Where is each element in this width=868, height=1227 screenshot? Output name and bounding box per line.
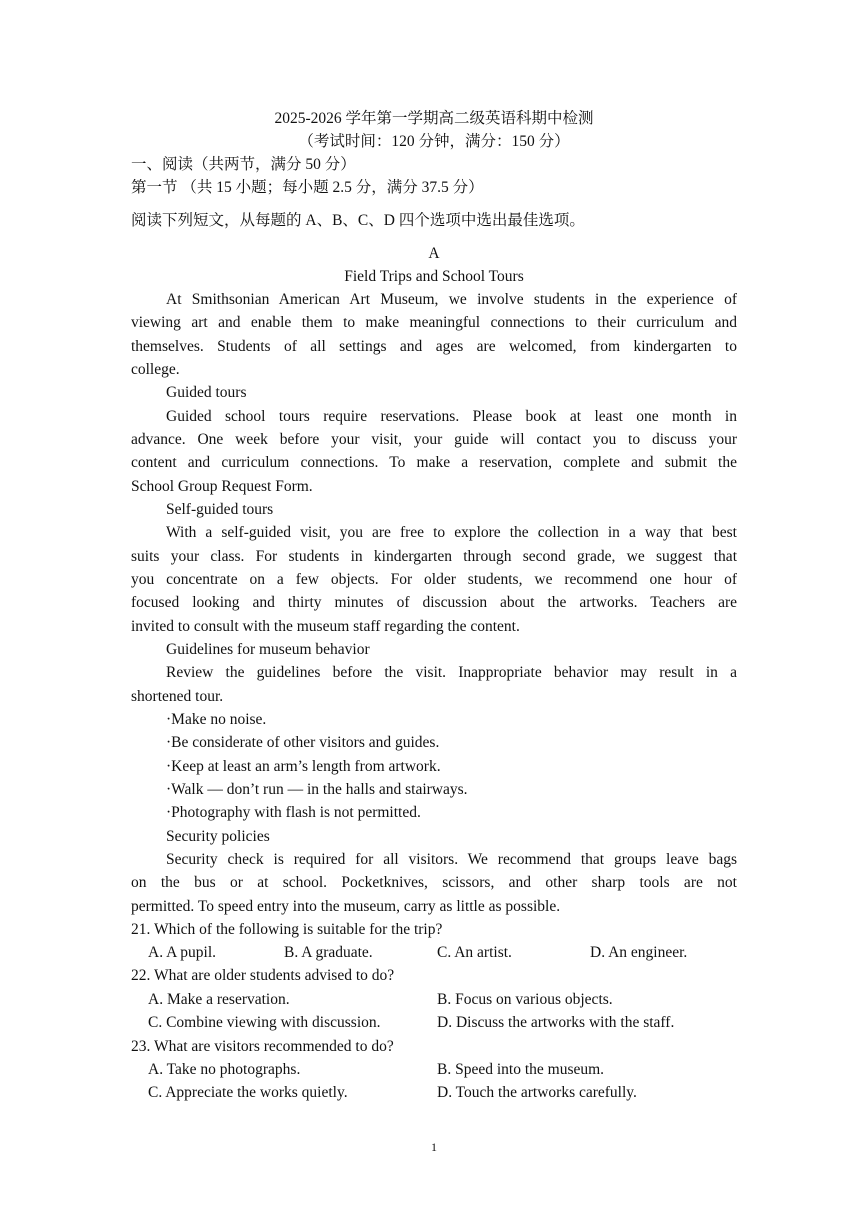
passage-line: suits your class. For students in kindergarten through second grade, we suggest that [131,548,737,565]
instruction-text: 阅读下列短文，从每题的 A、B、C、D 四个选项中选出最佳选项。 [131,212,585,229]
question-option: A. Make a reservation. [148,991,290,1008]
passage-line: shortened tour. [131,688,224,705]
passage-line: permitted. To speed entry into the museum, carry as little as possible. [131,898,561,915]
exam-subtitle: （考试时间：120 分钟，满分：150 分） [298,133,570,150]
guideline-item: ·Photography with flash is not permitted. [166,804,421,821]
section-label-security: Security policies [166,828,270,845]
question-option: B. Focus on various objects. [437,991,613,1008]
question-option: A. Take no photographs. [148,1061,301,1078]
passage-title: Field Trips and School Tours [344,268,524,285]
section-label-self-guided-tours: Self-guided tours [166,501,274,518]
guideline-item: ·Make no noise. [166,711,267,728]
passage-line: focused looking and thirty minutes of discussion about the artworks. Teachers are [131,594,737,611]
question-stem: 22. What are older students advised to do? [131,967,395,984]
passage-line: Security check is required for all visitors. We recommend that groups leave bags [166,851,737,868]
section-heading: 第一节 （共 15 小题；每小题 2.5 分，满分 37.5 分） [131,179,484,196]
passage-line: At Smithsonian American Art Museum, we involve students in the experience of [166,291,737,308]
guideline-item: ·Be considerate of other visitors and guides. [166,734,440,751]
passage-line: on the bus or at school. Pocketknives, scissors, and other sharp tools are not [131,874,737,891]
section-label-guidelines: Guidelines for museum behavior [166,641,370,658]
passage-line: themselves. Students of all settings and ages are welcomed, from kindergarten to [131,338,737,355]
passage-line: advance. One week before your visit, your guide will contact you to discuss your [131,431,737,448]
question-option: D. Touch the artworks carefully. [437,1084,637,1101]
part-heading: 一、阅读（共两节，满分 50 分） [131,156,356,173]
question-option: B. Speed into the museum. [437,1061,605,1078]
question-option: A. A pupil. [148,944,217,961]
question-stem: 23. What are visitors recommended to do? [131,1038,394,1055]
passage-line: college. [131,361,180,378]
section-label-guided-tours: Guided tours [166,384,247,401]
question-option: C. Appreciate the works quietly. [148,1084,348,1101]
passage-line: Review the guidelines before the visit. Inappropriate behavior may result in a [166,664,737,681]
passage-line: With a self-guided visit, you are free to explore the collection in a way that best [166,524,737,541]
question-stem: 21. Which of the following is suitable for the trip? [131,921,443,938]
question-option: D. Discuss the artworks with the staff. [437,1014,675,1031]
question-option: C. An artist. [437,944,512,961]
guideline-item: ·Walk — don’t run — in the halls and stairways. [166,781,468,798]
question-option: D. An engineer. [590,944,688,961]
passage-line: School Group Request Form. [131,478,313,495]
passage-letter: A [428,245,440,262]
passage-line: invited to consult with the museum staff regarding the content. [131,618,520,635]
exam-title: 2025-2026 学年第一学期高二级英语科期中检测 [274,110,594,127]
passage-line: you concentrate on a few objects. For older students, we recommend one hour of [131,571,737,588]
page-number: 1 [431,1140,437,1154]
passage-line: content and curriculum connections. To make a reservation, complete and submit the [131,454,737,471]
question-option: B. A graduate. [284,944,373,961]
passage-line: Guided school tours require reservations. Please book at least one month in [166,408,737,425]
passage-line: viewing art and enable them to make meaningful connections to their curriculum and [131,314,737,331]
guideline-item: ·Keep at least an arm’s length from artwork. [166,758,441,775]
question-option: C. Combine viewing with discussion. [148,1014,381,1031]
